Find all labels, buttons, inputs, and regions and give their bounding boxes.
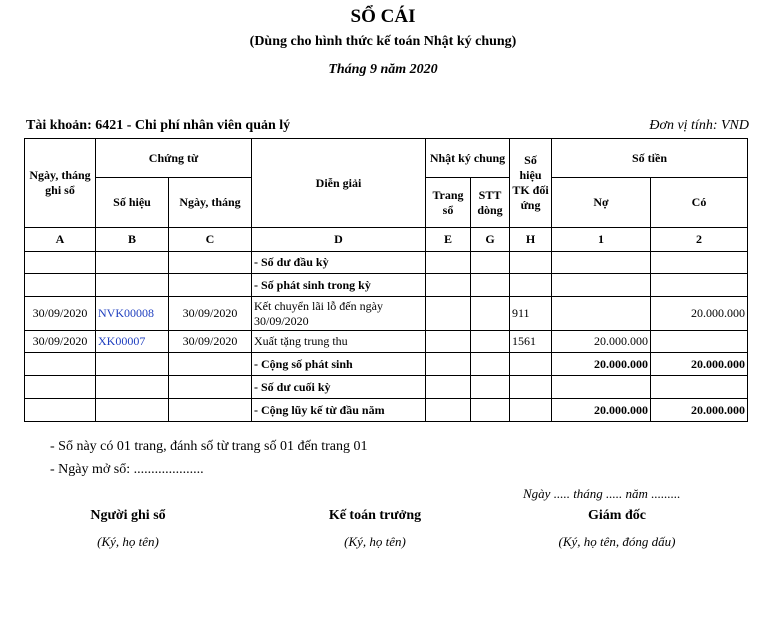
row-description: Xuất tặng trung thu [252, 331, 426, 353]
column-code: D [252, 228, 426, 252]
table-row [25, 274, 748, 297]
column-code: 2 [651, 228, 748, 252]
table-row [25, 353, 748, 376]
header-voucher-date: Ngày, tháng [169, 178, 252, 228]
row-date [25, 274, 96, 297]
header-contra-account: Số hiệu TK đối ứng [510, 139, 552, 228]
row-debit: 20.000.000 [552, 331, 651, 353]
row-credit [651, 274, 748, 297]
row-journal-line [471, 353, 510, 376]
row-voucher-no [96, 274, 169, 297]
table-row [25, 399, 748, 422]
ledger-title: SỔ CÁI [350, 6, 416, 27]
row-contra-account [510, 399, 552, 422]
signature-role: Kế toán trưởng [328, 508, 422, 523]
row-journal-page [426, 274, 471, 297]
row-contra-account [510, 353, 552, 376]
row-description: Kết chuyển lãi lỗ đến ngày 30/09/2020 [252, 297, 426, 331]
row-voucher-no[interactable]: XK00007 [96, 331, 169, 353]
row-journal-page [426, 252, 471, 274]
row-debit [552, 252, 651, 274]
row-voucher-date [169, 353, 252, 376]
row-date [25, 252, 96, 274]
row-journal-line [471, 331, 510, 353]
row-voucher-no [96, 353, 169, 376]
row-description: - Cộng lũy kế từ đầu năm [252, 399, 426, 422]
column-code: 1 [552, 228, 651, 252]
signature-hint: (Ký, họ tên) [97, 534, 159, 549]
row-description: - Số phát sinh trong kỳ [252, 274, 426, 297]
row-voucher-no [96, 399, 169, 422]
row-debit [552, 376, 651, 399]
row-date: 30/09/2020 [25, 297, 96, 331]
row-journal-line [471, 399, 510, 422]
row-journal-line [471, 274, 510, 297]
header-journal-line: STT dòng [471, 178, 510, 228]
column-code: B [96, 228, 169, 252]
signature-hint: (Ký, họ tên, đóng dấu) [558, 534, 676, 549]
table-row [25, 297, 748, 331]
row-voucher-no [96, 252, 169, 274]
row-voucher-date [169, 376, 252, 399]
ledger-subtitle: (Dùng cho hình thức kế toán Nhật ký chung) [249, 34, 517, 49]
row-debit: 20.000.000 [552, 399, 651, 422]
row-voucher-date [169, 252, 252, 274]
row-voucher-no[interactable]: NVK00008 [96, 297, 169, 331]
row-journal-page [426, 297, 471, 331]
signature-role: Giám đốc [588, 508, 646, 523]
row-contra-account [510, 376, 552, 399]
ledger-table [24, 138, 748, 422]
row-voucher-no [96, 376, 169, 399]
header-journal: Nhật ký chung [426, 139, 510, 178]
table-row [25, 331, 748, 353]
row-journal-page [426, 331, 471, 353]
row-voucher-date [169, 274, 252, 297]
column-code: G [471, 228, 510, 252]
column-code: H [510, 228, 552, 252]
row-voucher-date: 30/09/2020 [169, 297, 252, 331]
note-open-date: - Ngày mở sổ: .................... [50, 462, 204, 477]
row-credit [651, 252, 748, 274]
currency-unit: Đơn vị tính: VND [649, 118, 749, 133]
row-voucher-date: 30/09/2020 [169, 331, 252, 353]
row-date: 30/09/2020 [25, 331, 96, 353]
header-credit: Có [651, 178, 748, 228]
header-journal-page: Trang sổ [426, 178, 471, 228]
row-credit: 20.000.000 [651, 297, 748, 331]
row-credit [651, 331, 748, 353]
row-contra-account: 911 [510, 297, 552, 331]
row-date [25, 376, 96, 399]
signature-block-chief-accountant [275, 508, 475, 550]
note-pages: - Sổ này có 01 trang, đánh số từ trang số 01 đến trang 01 [50, 439, 368, 454]
row-debit [552, 274, 651, 297]
column-code-row [25, 228, 748, 252]
row-date [25, 353, 96, 376]
row-voucher-date [169, 399, 252, 422]
column-code: C [169, 228, 252, 252]
header-debit: Nợ [552, 178, 651, 228]
row-contra-account [510, 274, 552, 297]
header-description: Diễn giải [252, 139, 426, 228]
signature-date-line: Ngày ..... tháng ..... năm ......... [523, 486, 681, 501]
row-debit [552, 297, 651, 331]
row-journal-page [426, 399, 471, 422]
row-description: - Số dư đầu kỳ [252, 252, 426, 274]
column-code: A [25, 228, 96, 252]
row-credit: 20.000.000 [651, 399, 748, 422]
row-debit: 20.000.000 [552, 353, 651, 376]
row-credit [651, 376, 748, 399]
row-journal-line [471, 297, 510, 331]
ledger-period: Tháng 9 năm 2020 [328, 62, 438, 77]
row-contra-account [510, 252, 552, 274]
header-date: Ngày, tháng ghi sổ [25, 139, 96, 228]
signature-role: Người ghi sổ [90, 508, 166, 523]
column-code: E [426, 228, 471, 252]
signature-block-recorder [28, 508, 228, 550]
row-date [25, 399, 96, 422]
account-label: Tài khoản: 6421 - Chi phí nhân viên quản lý [26, 118, 291, 133]
header-voucher: Chứng từ [96, 139, 252, 178]
row-journal-page [426, 376, 471, 399]
row-credit: 20.000.000 [651, 353, 748, 376]
header-amount: Số tiền [552, 139, 748, 178]
table-row [25, 252, 748, 274]
signature-block-director [517, 508, 717, 550]
row-description: - Cộng số phát sinh [252, 353, 426, 376]
header-voucher-no: Số hiệu [96, 178, 169, 228]
table-row [25, 376, 748, 399]
row-journal-page [426, 353, 471, 376]
row-description: - Số dư cuối kỳ [252, 376, 426, 399]
row-contra-account: 1561 [510, 331, 552, 353]
signature-hint: (Ký, họ tên) [344, 534, 406, 549]
row-journal-line [471, 376, 510, 399]
row-journal-line [471, 252, 510, 274]
